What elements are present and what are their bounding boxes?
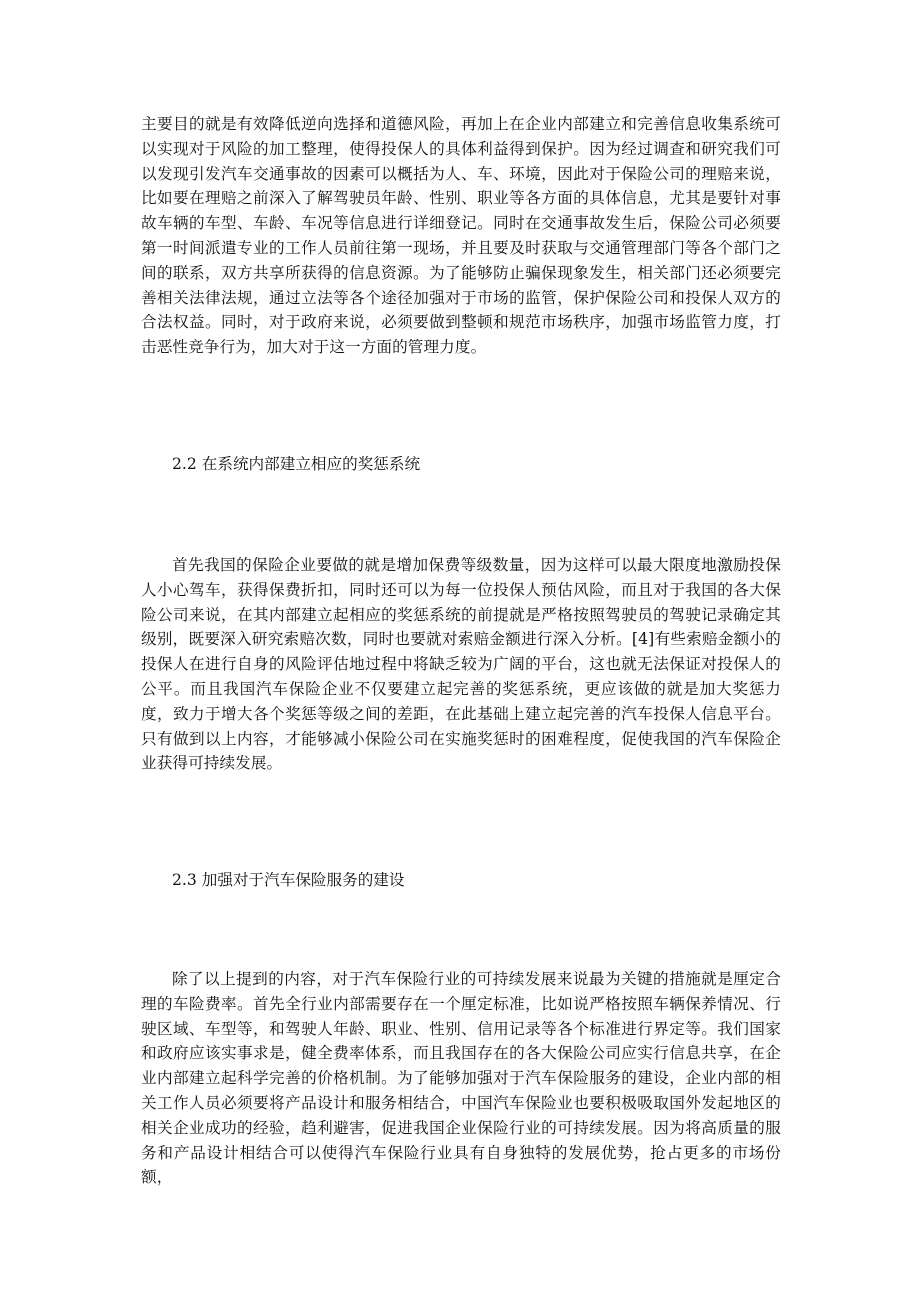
section-heading-2-3: 2.3 加强对于汽车保险服务的建设 bbox=[172, 871, 405, 889]
body-paragraph-intro: 主要目的就是有效降低逆向选择和道德风险，再加上在企业内部建立和完善信息收集系统可以实现对于风险的加工整理，使得投保人的具体利益得到保护。因为经过调查和研究我们可以发现引发汽车交通事故的因素可以概括为人、车、环境，因此对于保险公司的理赔来说，比如要在理赔之前深入了解驾驶员年龄、性别、职业等各方面的具体信息，尤其是要针对事故车辆的车型、车龄、车况等信息进行详细登记。同时在交通事故发生后，保险公司必须要第一时间派遣专业的工作人员前往第一现场，并且要及时获取与交通管理部门等各个部门之间的联系，双方共享所获得的信息资源。为了能够防止骗保现象发生，相关部门还必须要完善相关法律法规，通过立法等各个途径加强对于市场的监管，保护保险公司和投保人双方的合法权益。同时，对于政府来说，必须要做到整顿和规范市场秩序，加强市场监管力度，打击恶性竞争行为，加大对于这一方面的管理力度。 bbox=[141, 115, 781, 357]
body-paragraph-2-2: 首先我国的保险企业要做的就是增加保费等级数量，因为这样可以最大限度地激励投保人小心驾车，获得保费折扣，同时还可以为每一位投保人预估风险，而且对于我国的各大保险公司来说，在其内部建立起相应的奖惩系统的前提就是严格按照驾驶员的驾驶记录确定其级别，既要深入研究索赔次数，同时也要就对索赔金额进行深入分析。[4]有些索赔金额小的投保人在进行自身的风险评估地过程中将缺乏较为广阔的平台，这也就无法保证对投保人的公平。而且我国汽车保险企业不仅要建立起完善的奖惩系统，更应该做的就是加大奖惩力度，致力于增大各个奖惩等级之间的差距，在此基础上建立起完善的汽车投保人信息平台。只有做到以上内容，才能够减小保险公司在实施奖惩时的困难程度，促使我国的汽车保险企业获得可持续发展。 bbox=[141, 556, 781, 773]
section-heading-2-2: 2.2 在系统内部建立相应的奖惩系统 bbox=[172, 455, 421, 473]
body-paragraph-2-3: 除了以上提到的内容，对于汽车保险行业的可持续发展来说最为关键的措施就是厘定合理的车险费率。首先全行业内部需要存在一个厘定标准，比如说严格按照车辆保养情况、行驶区域、车型等，和驾驶人年龄、职业、性别、信用记录等各个标准进行界定等。我们国家和政府应该实事求是，健全费率体系，而且我国存在的各大保险公司应实行信息共享，在企业内部建立起科学完善的价格机制。为了能够加强对于汽车保险服务的建设，企业内部的相关工作人员必须要将产品设计和服务相结合，中国汽车保险业也要积极吸取国外发起地区的相关企业成功的经验，趋利避害，促进我国企业保险行业的可持续发展。因为将高质量的服务和产品设计相结合可以使得汽车保险行业具有自身独特的发展优势，抢占更多的市场份额， bbox=[141, 970, 781, 1187]
